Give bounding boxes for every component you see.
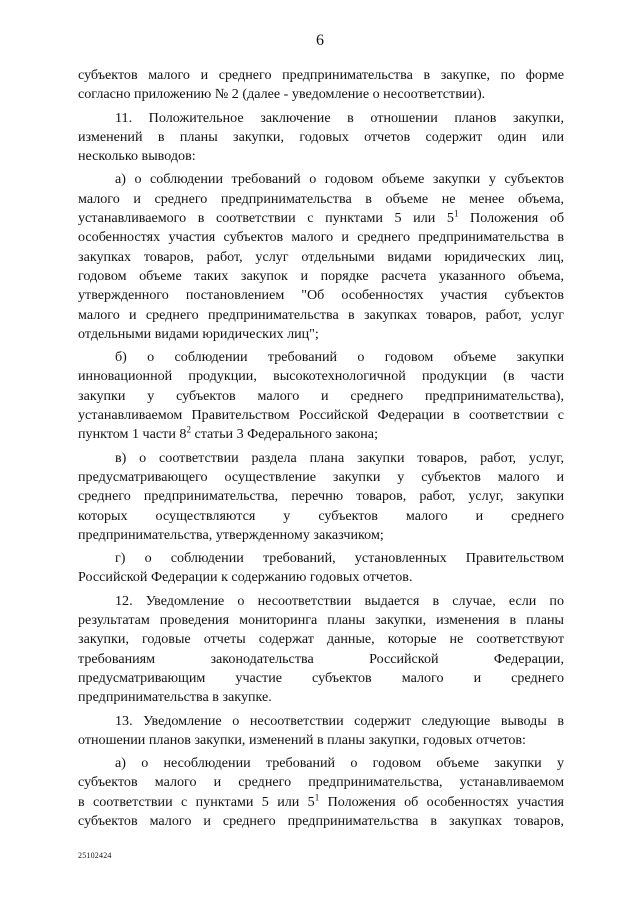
text-line-tail: Положения об [458,210,564,227]
text-line: несколько выводов: [78,148,196,165]
page-number: 6 [316,32,324,49]
text-line: предпринимательства в закупке. [78,689,272,706]
text-line: малого и среднего предпринимательства в объеме не менее объема, [78,190,564,207]
text-line: предпринимательства, утвержденному заказчиком; [78,526,384,543]
text-line: согласно приложению № 2 (далее - уведомление о несоответствии). [78,86,486,103]
text-line: закупки у субъектов малого и среднего предпринимательства), [78,387,564,404]
text-line: субъектов малого и среднего предпринимательства в закупках товаров, [78,812,564,829]
text-line: среднего предпринимательства, перечню товаров, работ, услуг, закупки [78,488,564,505]
document-body [78,66,564,831]
superscript: 2 [186,424,191,435]
text-line: которых осуществляются у субъектов малого и среднего [78,507,564,524]
text-line: в соответствии с пунктами 5 или $5^1$ Положения об особенностях участия [78,792,564,810]
text-line: малого и среднего предпринимательства в закупках товаров, работ, услуг [78,306,564,323]
text-line: а) о несоблюдении требований о годовом объеме закупки у [115,755,564,772]
text-line: закупках товаров, работ, услуг отдельными видами юридических лиц, [78,248,564,265]
text-line: устанавливаемом Правительством Российской Федерации в соответствии с [78,407,564,424]
text-line: отношении планов закупки, изменений в планы закупки, годовых отчетов: [78,731,526,748]
text-line: предусматривающим участие субъектов малого и среднего [78,669,564,686]
text-line: субъектов малого и среднего предпринимательства в закупке, по форме [78,67,564,83]
text-line: годовом объеме таких закупок и порядке расчета указанного объема, [78,267,564,284]
text-line: в) о соответствии раздела плана закупки товаров, работ, услуг, [115,449,564,466]
document-code: 25102424 [78,851,112,860]
text-line: изменений в планы закупки, годовых отчетов содержит один или [78,128,564,145]
text-line-tail: Положения об особенностях участия [319,793,564,810]
text-line: утвержденного постановлением "Об особенностях участия субъектов [78,287,564,304]
text-line: требованиям законодательства Российской Федерации, [78,650,564,667]
text-line: результатам проведения мониторинга планы закупки, изменения в планы [78,612,564,629]
text-line: б) о соблюдении требований о годовом объеме закупки [115,349,564,366]
text-line: г) о соблюдении требований, установленных Правительством [115,550,564,567]
text-line: 12. Уведомление о несоответствии выдается в случае, если по [115,592,564,609]
text-line: закупки, годовые отчеты содержат данные, которые не соответствуют [78,631,564,648]
text-line: отдельными видами юридических лиц"; [78,325,319,342]
superscript: 1 [453,208,459,219]
text-line: а) о соблюдении требований о годовом объеме закупки у субъектов [115,171,564,188]
text-line: пунктом 1 части $8^2$ статьи 3 Федерального закона; [78,424,378,443]
text-line: особенностях участия субъектов малого и среднего предпринимательства в [78,229,564,246]
text-line: Российской Федерации к содержанию годовых отчетов. [78,569,413,586]
text-line: инновационной продукции, высокотехнологичной продукции (в части [78,368,564,385]
text-line: предусматривающего осуществление закупки у субъектов малого и [78,468,564,485]
text-line: устанавливаемого в соответствии с пунктами 5 или $5^1$ Положения об [78,208,564,227]
text-line: 13. Уведомление о несоответствии содержит следующие выводы в [115,712,564,729]
text-line: 11. Положительное заключение в отношении планов закупки, [115,109,564,126]
superscript: 1 [314,792,320,802]
text-line: субъектов малого и среднего предпринимательства, устанавливаемом [78,774,564,791]
text-line-tail: статьи 3 Федерального закона; [190,426,378,443]
